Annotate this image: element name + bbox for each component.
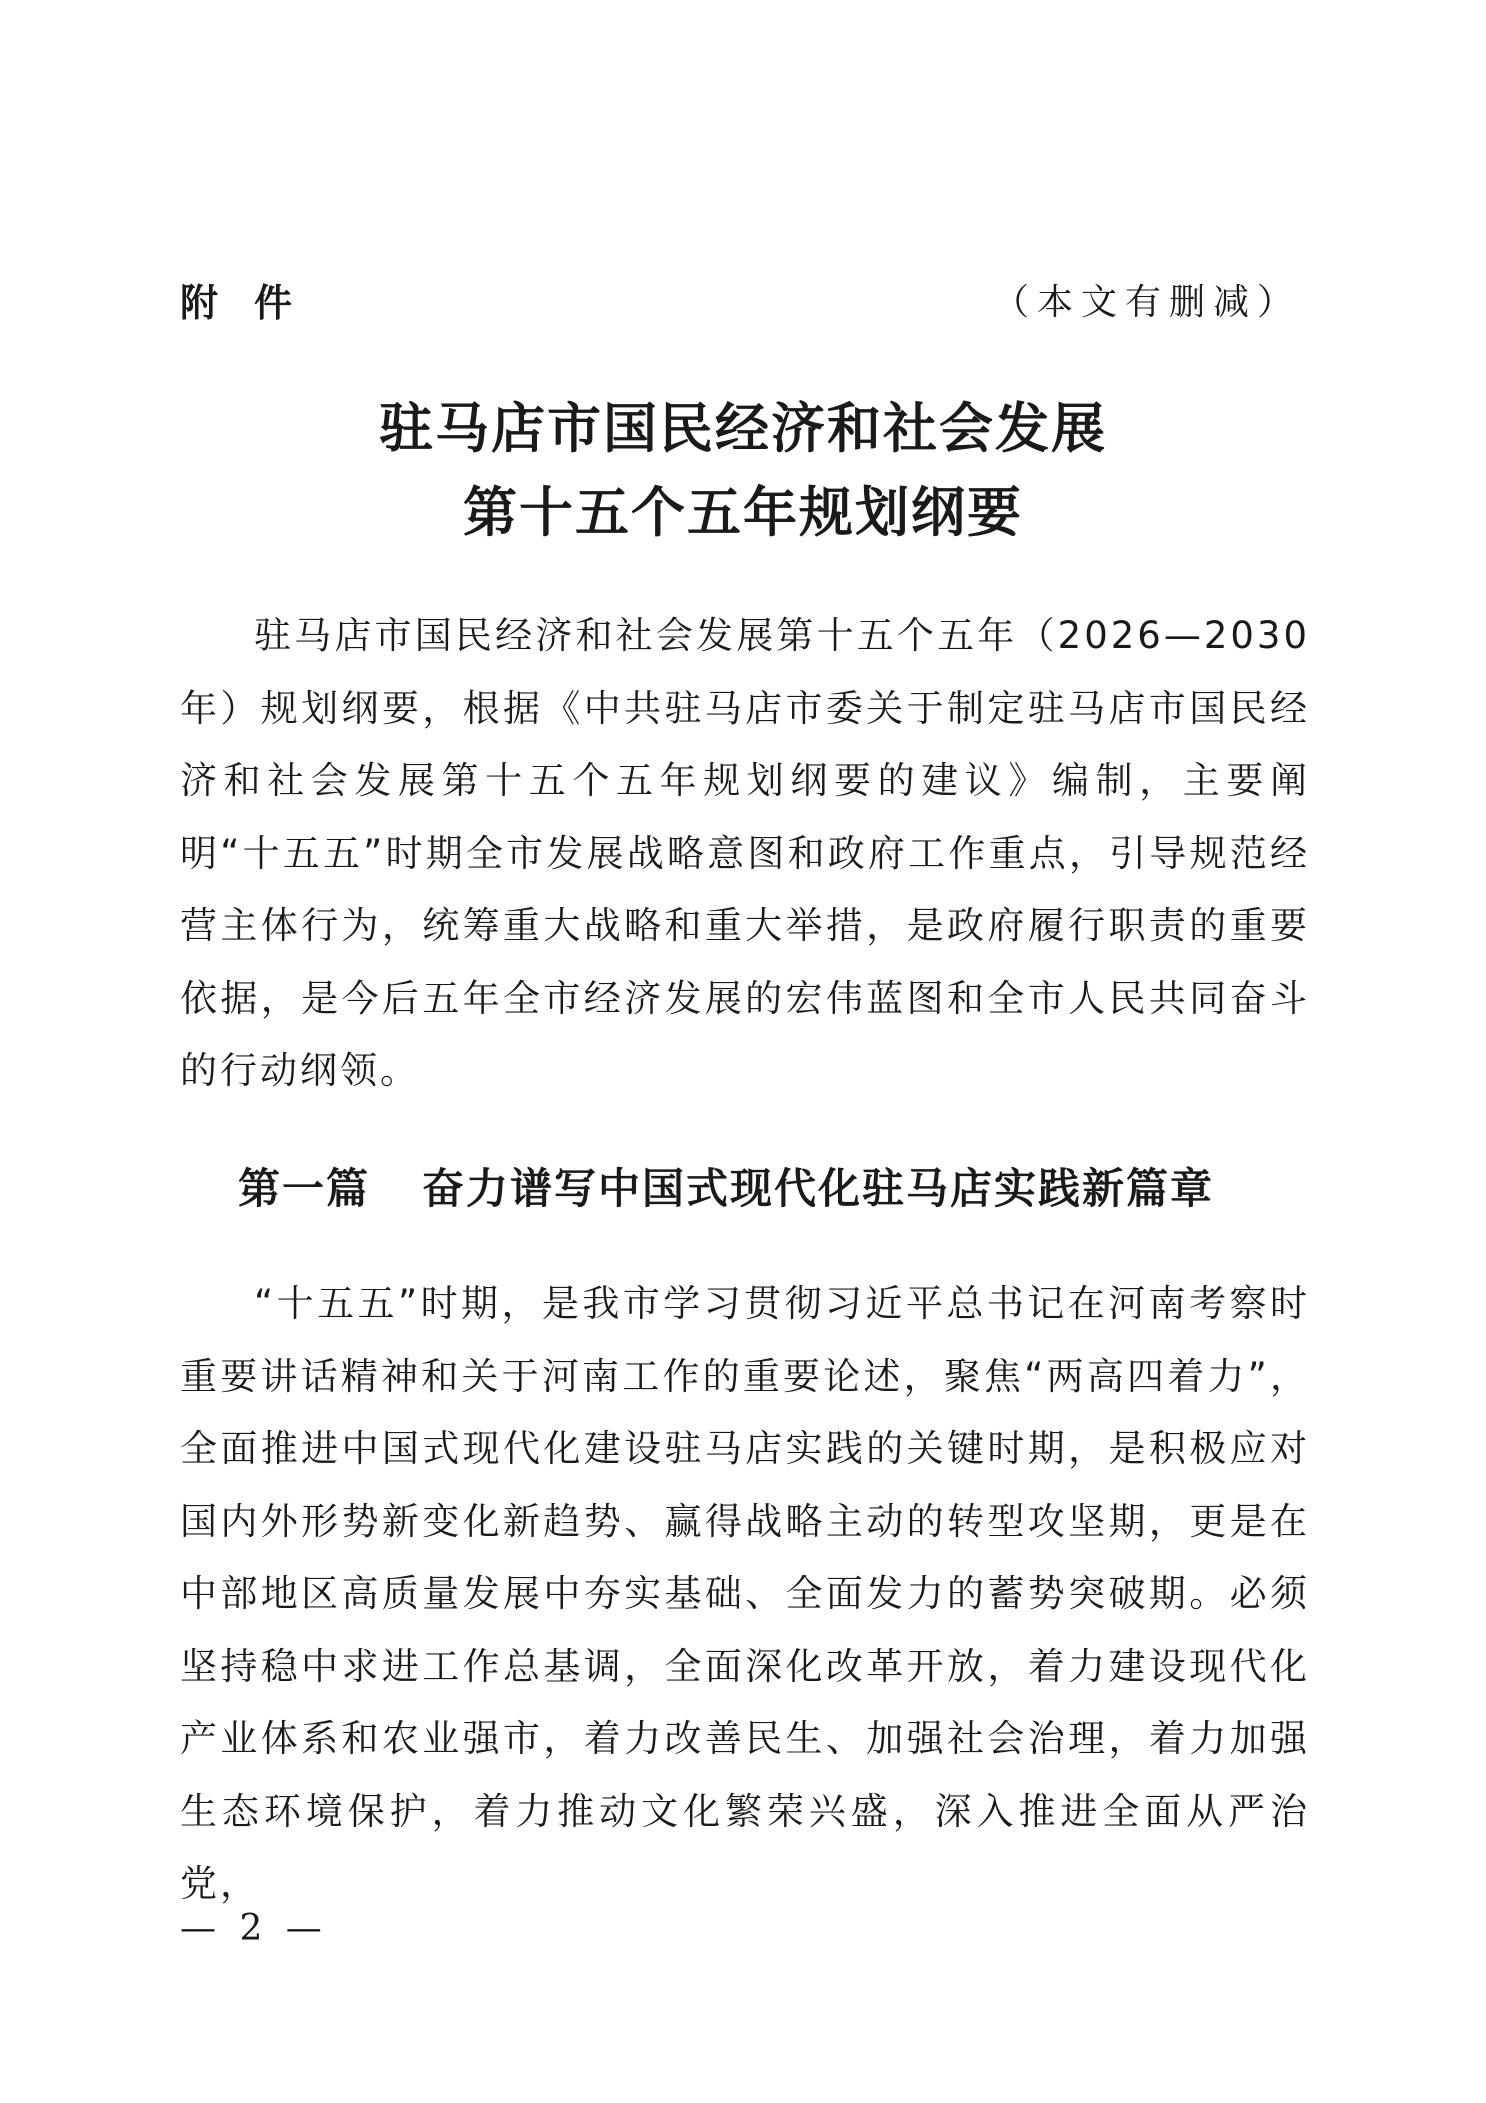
intro-paragraph: 驻马店市国民经济和社会发展第十五个五年（2026—2030年）规划纲要，根据《中共驻马店市委关于制定驻马店市国民经济和社会发展第十五个五年规划纲要的建议》编制，主要阐明“十五五”时期全市发展战略意图和政府工作重点，引导规范经营主体行为，统筹重大战略和重大举措，是政府履行职责的重要依据，是今后五年全市经济发展的宏伟蓝图和全市人民共同奋斗的行动纲领。: [180, 614, 1310, 1092]
section-body: [180, 1268, 1310, 1921]
document-title-line-1: 驻马店市国民经济和社会发展: [379, 396, 1107, 460]
edit-note: （本文有删减）: [992, 282, 1301, 323]
section-title: 奋力谱写中国式现代化驻马店实践新篇章: [422, 1164, 1215, 1213]
section-paragraph: “十五五”时期，是我市学习贯彻习近平总书记在河南考察时重要讲话精神和关于河南工作的重要论述，聚焦“两高四着力”，全面推进中国式现代化建设驻马店实践的关键时期，是积极应对国内外形势新变化新趋势、赢得战略主动的转型攻坚期，更是在中部地区高质量发展中夯实基础、全面发力的蓄势突破期。必须坚持稳中求进工作总基调，全面深化改革开放，着力建设现代化产业体系和农业强市，着力改善民生、加强社会治理，着力加强生态环境保护，着力推动文化繁荣兴盛，深入推进全面从严治党，: [180, 1282, 1310, 1905]
intro-section: [180, 600, 1310, 1108]
section-label: 第一篇: [238, 1164, 371, 1213]
attachment-label: 附件: [180, 281, 329, 325]
page-number: — 2 —: [180, 1908, 328, 1949]
section-heading: [238, 1156, 1214, 1216]
document-title-line-2: 第十五个五年规划纲要: [463, 480, 1023, 544]
